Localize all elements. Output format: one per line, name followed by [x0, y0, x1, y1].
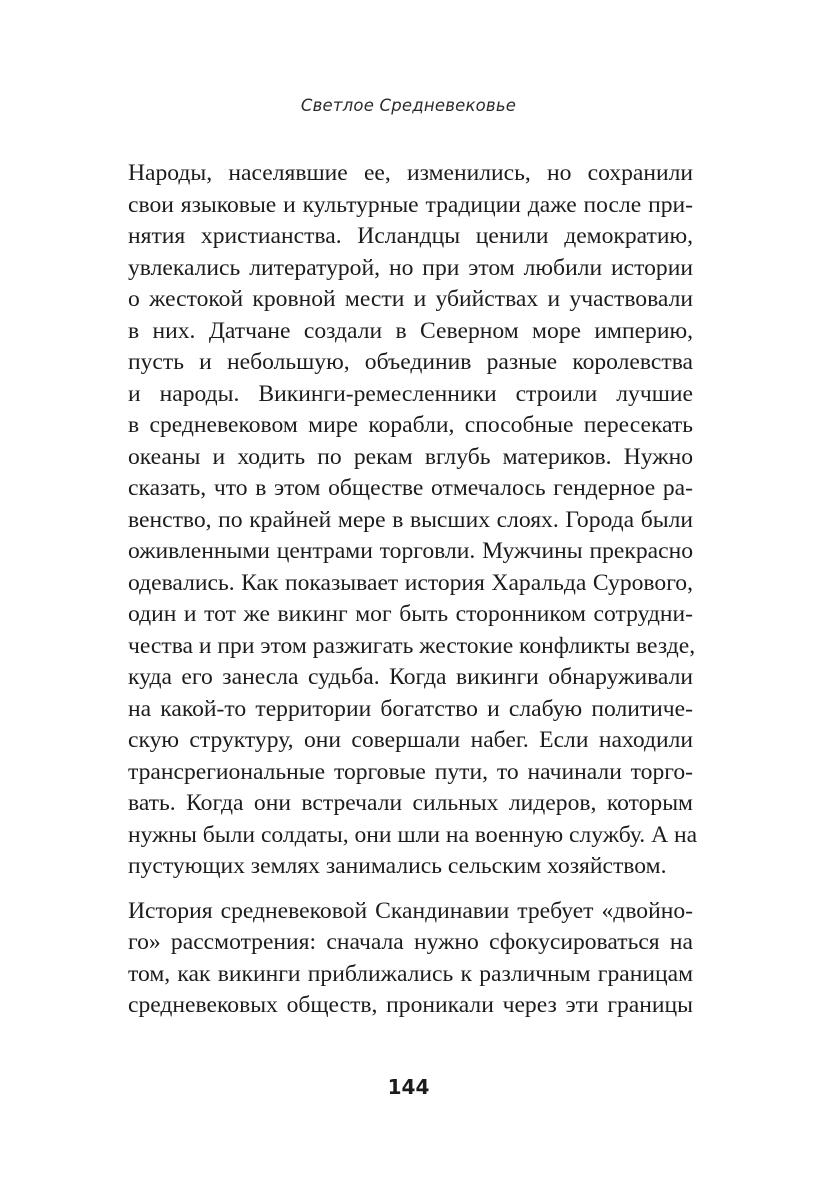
text-line: на какой-то территории богатство и слабую политиче-: [128, 695, 693, 722]
text-line: венство, по крайней мере в высших слоях. Города были: [128, 506, 693, 533]
text-line: го» рассмотрения: сначала нужно сфокусироваться на: [128, 929, 693, 955]
paragraph: [128, 158, 698, 883]
text-line: один и тот же викинг мог быть сторонником сотрудни-: [128, 601, 693, 627]
text-line: оживленными центрами торговли. Мужчины прекрасно: [128, 538, 693, 564]
text-line: вать. Когда они встречали сильных лидеров, которым: [128, 790, 693, 816]
text-line: пусть и небольшую, объединив разные королевства: [128, 349, 693, 375]
paragraph: [128, 896, 693, 1022]
text-line: одевались. Как показывает история Харальда Сурового,: [128, 569, 693, 596]
text-line: куда его занесла судьба. Когда викинги обнаруживали: [128, 664, 693, 690]
text-line: Народы, населявшие ее, изменились, но сохранили: [128, 160, 693, 186]
text-line: нятия христианства. Исландцы ценили демократию,: [128, 223, 693, 249]
text-line: океаны и ходить по рекам вглубь материков. Нужно: [128, 443, 693, 470]
text-line: свои языковые и культурные традиции даже после при-: [128, 191, 693, 218]
running-title: Светлое Средневековье: [300, 96, 517, 115]
text-line: сказать, что в этом обществе отмечалось гендерное ра-: [128, 475, 693, 501]
text-line: средневековых обществ, проникали через эти границы: [128, 992, 693, 1018]
text-line: чества и при этом разжигать жестокие конфликты везде,: [128, 632, 696, 659]
text-line: и народы. Викинги-ремесленники строили лучшие: [128, 380, 693, 407]
text-line: трансрегиональные торговые пути, то начинали торго-: [128, 758, 693, 785]
text-line: в них. Датчане создали в Северном море империю,: [128, 317, 693, 344]
text-line: в средневековом мире корабли, способные пересекать: [128, 412, 693, 438]
text-line: нужны были солдаты, они шли на военную службу. А на: [128, 821, 698, 848]
text-line: том, как викинги приближались к различным границам: [128, 960, 693, 987]
page-number: 144: [387, 1075, 430, 1099]
body-text: [128, 158, 698, 1022]
text-line: увлекались литературой, но при этом любили истории: [128, 254, 693, 281]
text-line: скую структуру, они совершали набег. Если находили: [128, 727, 693, 753]
text-line: о жестокой кровной мести и убийствах и участвовали: [128, 286, 693, 312]
text-line: История средневековой Скандинавии требует «двойно-: [128, 897, 693, 924]
text-line: пустующих землях занимались сельским хозяйством.: [128, 853, 667, 879]
